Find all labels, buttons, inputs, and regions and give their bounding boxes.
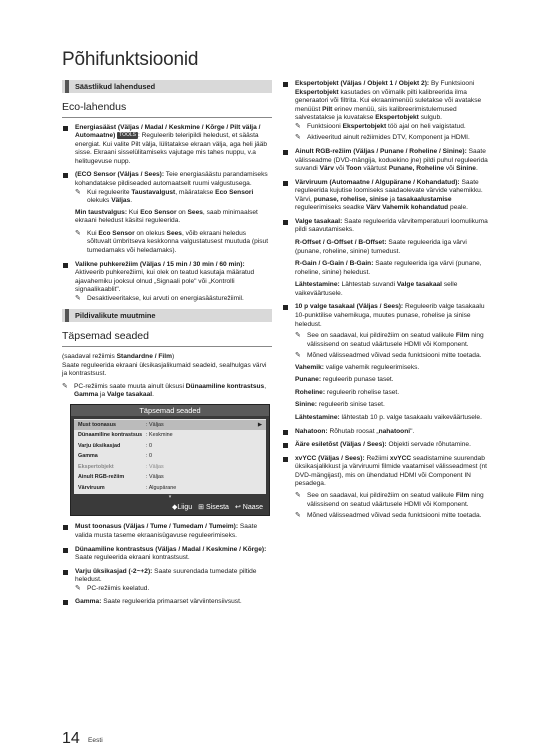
osd-row-value: : Algupärane [146,484,177,491]
osd-row-label: Gamma [78,453,98,460]
advanced-settings-osd [70,404,270,517]
osd-row[interactable] [74,483,266,494]
eco-sensor-note-2: ✎ Kui Eco Sensor on olekus Sees, võib ekraani heledus sõltuvalt ümbritseva keskkonna valgustatusest muutuda (pisut tumedamaks või heledamaks). [75,229,269,254]
osd-row-value: : Väljas [146,421,164,428]
advanced-heading: Täpsemad seaded [62,330,272,347]
osd-row-value: : 0 [146,442,152,449]
note-pen-icon: ✎ [75,229,81,237]
osd-move-button[interactable]: ◆Liigu [171,504,193,512]
osd-title: Täpsemad seaded [71,405,269,416]
gamma-item: Gamma: Saate reguleerida primaarset värviintensiivsust. [62,598,272,607]
osd-row[interactable] [74,451,266,462]
osd-row[interactable] [74,462,266,473]
white-balance-item: Valge tasakaal: Saate reguleerida värvitemperatuuri loomulikuma pildi saavutamiseks. R-Offset / G-Offset / B-Offset: Saate reguleerida iga värvi (punane, roheline, sinine) tumedust. R-Gain / G-Gain / B-Gain: Saate reguleerida iga värvi (punane, roheline, sinine) heledust. Lähtestamine: Lähtestab suvandi Valge tasakaal selle vaikeväärtusele. [282,218,494,299]
advanced-intro: (saadaval režiimis Standardne / Film) Saate reguleerida ekraani üksikasjalikumaid seadeid, sealhulgas värvi ja kontrastsust. [62,352,267,378]
osd-row-label: Must toonasus [78,421,117,428]
right-column [282,80,494,526]
dynamic-contrast-item: Dünaamiline kontrastsus (Väljas / Madal / Keskmine / Kõrge): Saate reguleerida ekraani kontrastsust. [62,546,272,563]
note-pen-icon: ✎ [75,188,81,196]
pc-mode-note: ✎ PC-režiimis saate muuta ainult üksusi Dünaamiline kontrastsus, Gamma ja Valge tasakaal. [62,382,267,399]
osd-row-label: Ekspertobjekt [78,463,114,470]
sleep-item: Valikne puhkerežiim (Väljas / 15 min / 30 min / 60 min): Aktiveerib puhkerežiimi, kui olek on teatud kasutaja määratud ajavahemiku jooksul olnud „Signaali pole" või „Kontrolli signaalikaablit". ✎ Desaktiveeritakse, kui arvuti on energiasäästurežiimil. [62,261,272,304]
xvycc-item: xvYCC (Väljas / Sees): Režiimi xvYCC seadistamine suurendab üksikasjalikkust ja värviruumi filmide vaatamisel välisseadmest (nt DVD-mängijast), mis on ühendatud HDMI või Component IN pesadega. ✎ See on saadaval, kui pildirežiim on seatud valikule Film ning välissisend on seatud väärtusele HDMI või Komponent. ✎ Mõned välisseadmed võivad seda funktsiooni mitte toetada. [282,455,494,521]
eco-sensor-item: (ECO Sensor (Väljas / Sees): Teie energiasäästu parandamiseks kohandatakse pildiseaded automaatselt ruumi valgustusega. ✎ Kui reguleerite Taustavalgust, määratakse Eco Sensori olekuks Väljas. Min taustvalgus: Kui Eco Sensor on Sees, saab minimaalset ekraani heledust käsitsi reguleerida. ✎ Kui Eco Sensor on olekus Sees, võib ekraani heledus sõltuvalt ümbritseva keskkonna valgustatusest muutuda (pisut tumedamaks või heledamaks). [62,171,272,255]
note-pen-icon: ✎ [62,382,68,390]
tools-badge: TOOLS [119,132,136,139]
flesh-tone-item: Nahatoon: Rõhutab roosat „nahatooni". [282,428,494,437]
ten-point-wb-item: 10 p valge tasakaal (Väljas / Sees): Reguleerib valge tasakaalu 10-punktilise vahemikuga, muutes punase, rohelise ja sinise heledust. ✎ See on saadaval, kui pildirežiim on seatud valikule Film ning välissisend on seatud väärtusele HDMI või Komponent. ✎ Mõned välisseadmed võivad seda funktsiooni mitte toetada. Vahemik: valige vahemik reguleerimiseks. Punane: reguleerib punase taset. Roheline: reguleerib rohelise taset. Sinine: reguleerib sinise taset. Lähtestamine: lähtestab 10 p. valge tasakaalu vaikeväärtusele. [282,303,494,422]
black-tone-item: Must toonasus (Väljas / Tume / Tumedam / Tumeim): Saate valida musta taseme ekraanisügavuse reguleerimiseks. [62,523,272,540]
osd-row-value: : Väljas [146,463,164,470]
osd-row[interactable] [74,430,266,441]
osd-row-label: Ainult RGB-režiim [78,474,125,481]
osd-row[interactable] [74,441,266,452]
eco-heading: Eco-lahendus [62,101,272,118]
osd-row[interactable] [74,472,266,483]
note-pen-icon: ✎ [295,352,301,360]
section-bar-picture: Pildivalikute muutmine [62,309,272,322]
right-arrow-icon: ▶ [257,421,262,428]
osd-row-value: : Keskmine [146,432,173,439]
osd-row[interactable] [74,420,266,431]
left-column [62,80,272,612]
expert-pattern-item: Ekspertobjekt (Väljas / Objekt 1 / Objekt 2): By Funktsiooni Ekspertobjekt kasutades on võimalik pilti kalibreerida ilma generaatori või filtrita. Kui ekraanimenüü suletakse või avatakse menüüst Pilt erinev menüü, siis kalibreerimistulemused salvestatakse ja kuvatakse Ekspertobjekt sulgub. ✎ Funktsiooni Ekspertobjekt töö ajal on heli vaigistatud. ✎ Aktiveeritud ainult režiimides DTV, Komponent ja HDMI. [282,80,494,143]
more-arrow-icon: ▾ [168,494,172,501]
note-pen-icon: ✎ [295,512,301,520]
osd-row-label: Dünaamiline kontrastsus [78,432,143,439]
osd-enter-button[interactable]: ⊞ Sisesta [198,504,229,512]
edge-enhance-item: Ääre esiletõst (Väljas / Sees): Objekti servade rõhutamine. [282,441,494,450]
page-language: Eesti [88,737,103,744]
section-bar-energy [62,80,272,93]
note-pen-icon: ✎ [295,491,301,499]
osd-row-label: Varju üksikasjad [78,442,121,449]
rgb-only-item: Ainult RGB-režiim (Väljas / Punane / Roheline / Sinine): Saate välisseadme (DVD-mängija, koduekino jne) pildi puhul reguleerida suvandi Värv või Toon väärtust Punane, Roheline või Sinine. [282,148,494,174]
osd-footer [71,501,269,515]
note-pen-icon: ✎ [75,584,81,592]
eco-sensor-note: ✎ Kui reguleerite Taustavalgust, määratakse Eco Sensori olekuks Väljas. [75,188,254,205]
page-number: 14 [62,730,80,747]
note-pen-icon: ✎ [295,134,301,142]
note-pen-icon: ✎ [295,122,301,130]
energy-saving-item: Energiasääst (Väljas / Madal / Keskmine / Kõrge / Pilt välja / Automaatne) TOOLS : Reguleerib teleripildi heledust, et säästa energiat. Kui valite Pilt välja, lülitatakse ekraan välja, aga heli jääb sisse. Ekraani sisselülitamiseks vajutage mis tahes nuppu, v.a helitugevuse nupp. [62,124,272,167]
osd-row-value: : 0 [146,453,152,460]
note-pen-icon: ✎ [295,332,301,340]
osd-row-label: Värviruum [78,484,105,491]
color-space-item: Värviruum (Automaatne / Algupärane / Kohandatud): Saate reguleerida kujutise loomiseks saadaolevate värvide vahemikku. Värvi, punase, rohelise, sinise ja tasakaalustamise reguleerimiseks seadke Värv Vahemik kohandatud peale. [282,179,494,213]
shadow-detail-item: Varju üksikasjad (-2~+2): Saate suurendada tumedate piltide heledust. ✎ PC-režiimis keelatud. [62,568,272,594]
section-title: Säästlikud lahendused [75,81,156,91]
note-pen-icon: ✎ [75,294,81,302]
osd-return-button[interactable]: ↩ Naase [234,504,263,512]
osd-row-value: : Väljas [146,474,164,481]
page-title: Põhifunktsioonid [62,49,199,70]
